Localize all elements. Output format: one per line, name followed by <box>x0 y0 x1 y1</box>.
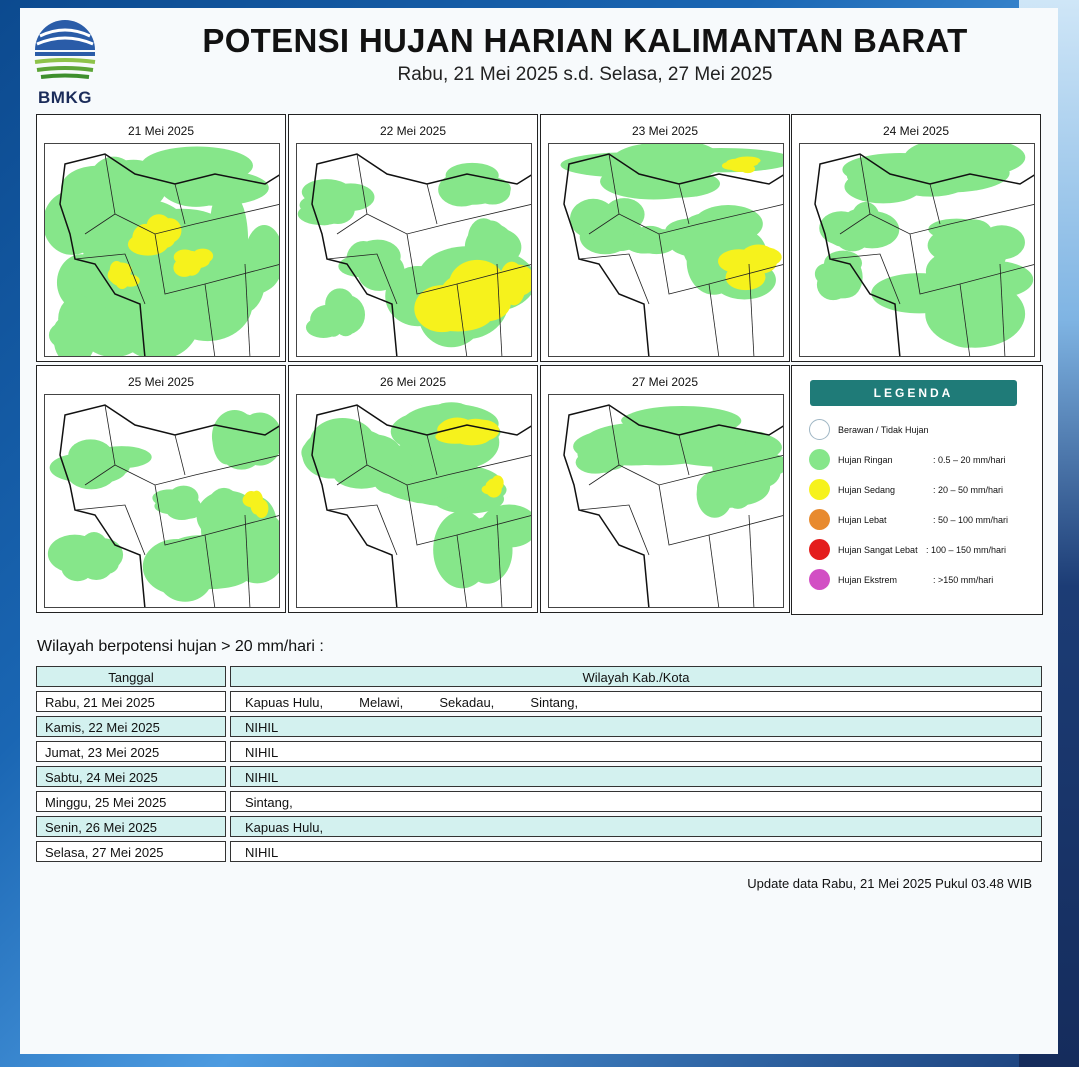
legend-item-name: Hujan Sangat Lebat <box>838 545 918 555</box>
row-date: Kamis, 22 Mei 2025 <box>36 716 226 737</box>
page-title: POTENSI HUJAN HARIAN KALIMANTAN BARAT <box>202 22 968 59</box>
rain-area <box>378 459 414 484</box>
map-panel <box>791 114 1041 362</box>
rain-area <box>580 219 631 254</box>
district-boundary <box>175 435 185 475</box>
rain-area <box>68 439 113 472</box>
row-date: Rabu, 21 Mei 2025 <box>36 691 226 712</box>
rain-area <box>221 437 261 470</box>
legend-item-range: : 50 – 100 mm/hari <box>933 515 1009 525</box>
legend-item-name: Hujan Ekstrem <box>838 575 898 585</box>
legend-title: LEGENDA <box>810 380 1017 406</box>
row-regions: NIHIL <box>230 841 1042 862</box>
rain-area <box>210 190 242 251</box>
legend-item <box>809 569 1039 591</box>
rain-area <box>412 466 441 500</box>
rain-area <box>173 258 195 277</box>
legend-item <box>809 479 1039 501</box>
legend-panel <box>791 365 1043 615</box>
rain-map <box>548 394 784 608</box>
legend-swatch <box>809 419 830 440</box>
rain-area <box>925 280 1025 348</box>
map-date-label: 26 Mei 2025 <box>379 375 447 389</box>
district-boundary <box>709 535 719 608</box>
table-caption: Wilayah berpotensi hujan > 20 mm/hari : <box>37 638 324 655</box>
rain-area <box>844 170 922 204</box>
map-date-label: 27 Mei 2025 <box>631 375 699 389</box>
legend-item-name: Berawan / Tidak Hujan <box>838 425 929 435</box>
district-boundary <box>749 515 754 608</box>
rain-area <box>110 261 124 277</box>
update-timestamp: Update data Rabu, 21 Mei 2025 Pukul 03.48 WIB <box>747 876 1032 891</box>
row-regions: Kapuas Hulu, Melawi, Sekadau, Sintang, <box>230 691 1042 712</box>
table-row <box>36 691 1042 712</box>
legend-item-name: Hujan Ringan <box>838 455 893 465</box>
map-panel <box>36 114 286 362</box>
row-regions: Kapuas Hulu, <box>230 816 1042 837</box>
map-date-label: 23 Mei 2025 <box>631 124 699 138</box>
logo-text: BMKG <box>38 88 92 107</box>
row-regions: NIHIL <box>230 716 1042 737</box>
map-date-label: 25 Mei 2025 <box>127 375 195 389</box>
rain-area <box>560 152 694 177</box>
rain-area <box>243 493 259 507</box>
map-panel <box>288 114 538 362</box>
district-boundary <box>427 184 437 224</box>
row-regions: NIHIL <box>230 741 1042 762</box>
legend-item <box>809 449 1039 471</box>
row-regions: Sintang, <box>230 791 1042 812</box>
row-date: Minggu, 25 Mei 2025 <box>36 791 226 812</box>
legend-item-range: : 100 – 150 mm/hari <box>926 545 1007 555</box>
legend-item-name: Hujan Lebat <box>838 515 887 525</box>
row-date: Jumat, 23 Mei 2025 <box>36 741 226 762</box>
row-regions: NIHIL <box>230 766 1042 787</box>
rain-area <box>143 539 211 594</box>
rain-map <box>296 394 532 608</box>
legend-item-range: : 20 – 50 mm/hari <box>933 485 1004 495</box>
rain-area <box>300 194 341 215</box>
header-region: Wilayah Kab./Kota <box>230 666 1042 687</box>
rain-area <box>626 236 665 254</box>
legend-item-name: Hujan Sedang <box>838 485 896 495</box>
rain-map <box>799 143 1035 357</box>
legend-item <box>809 419 1039 441</box>
table-row <box>36 841 1042 862</box>
page-subtitle: Rabu, 21 Mei 2025 s.d. Selasa, 27 Mei 2025 <box>397 64 773 85</box>
rain-area <box>332 297 359 336</box>
map-panel <box>288 365 538 613</box>
table-row <box>36 791 1042 812</box>
rain-area <box>497 279 522 304</box>
table-header-row <box>36 666 1042 687</box>
legend-item <box>809 539 1039 561</box>
map-panel <box>540 365 790 613</box>
rain-map <box>44 143 280 357</box>
map-date-label: 21 Mei 2025 <box>127 124 195 138</box>
rain-map <box>548 143 784 357</box>
row-date: Sabtu, 24 Mei 2025 <box>36 766 226 787</box>
rain-area <box>486 481 502 498</box>
legend-swatch <box>809 539 830 560</box>
legend-swatch <box>809 569 830 590</box>
map-panel <box>540 114 790 362</box>
map-date-label: 24 Mei 2025 <box>882 124 950 138</box>
rain-area <box>163 163 231 196</box>
header-date: Tanggal <box>36 666 226 687</box>
table-row <box>36 766 1042 787</box>
legend-item-range: : >150 mm/hari <box>933 575 994 585</box>
rain-area <box>741 164 756 173</box>
row-date: Senin, 26 Mei 2025 <box>36 816 226 837</box>
rain-area <box>78 542 115 580</box>
table-row <box>36 716 1042 737</box>
rain-area <box>132 224 158 253</box>
legend-item <box>809 509 1039 531</box>
rain-map <box>44 394 280 608</box>
map-date-label: 22 Mei 2025 <box>379 124 447 138</box>
legend-swatch <box>809 509 830 530</box>
table-row <box>36 816 1042 837</box>
rain-area <box>176 504 201 519</box>
map-panel <box>36 365 286 613</box>
rain-area <box>697 471 733 518</box>
table-row <box>36 741 1042 762</box>
rain-area <box>192 249 213 264</box>
rain-area <box>53 314 94 353</box>
district-boundary <box>709 284 719 357</box>
row-date: Selasa, 27 Mei 2025 <box>36 841 226 862</box>
rain-area <box>576 451 615 474</box>
legend-item-range: : 0.5 – 20 mm/hari <box>933 455 1006 465</box>
legend-swatch <box>809 449 830 470</box>
legend-swatch <box>809 479 830 500</box>
rain-area <box>826 277 859 299</box>
infographic-card <box>20 8 1058 1054</box>
rain-area <box>468 218 500 259</box>
rain-map <box>296 143 532 357</box>
rain-area <box>310 418 375 466</box>
